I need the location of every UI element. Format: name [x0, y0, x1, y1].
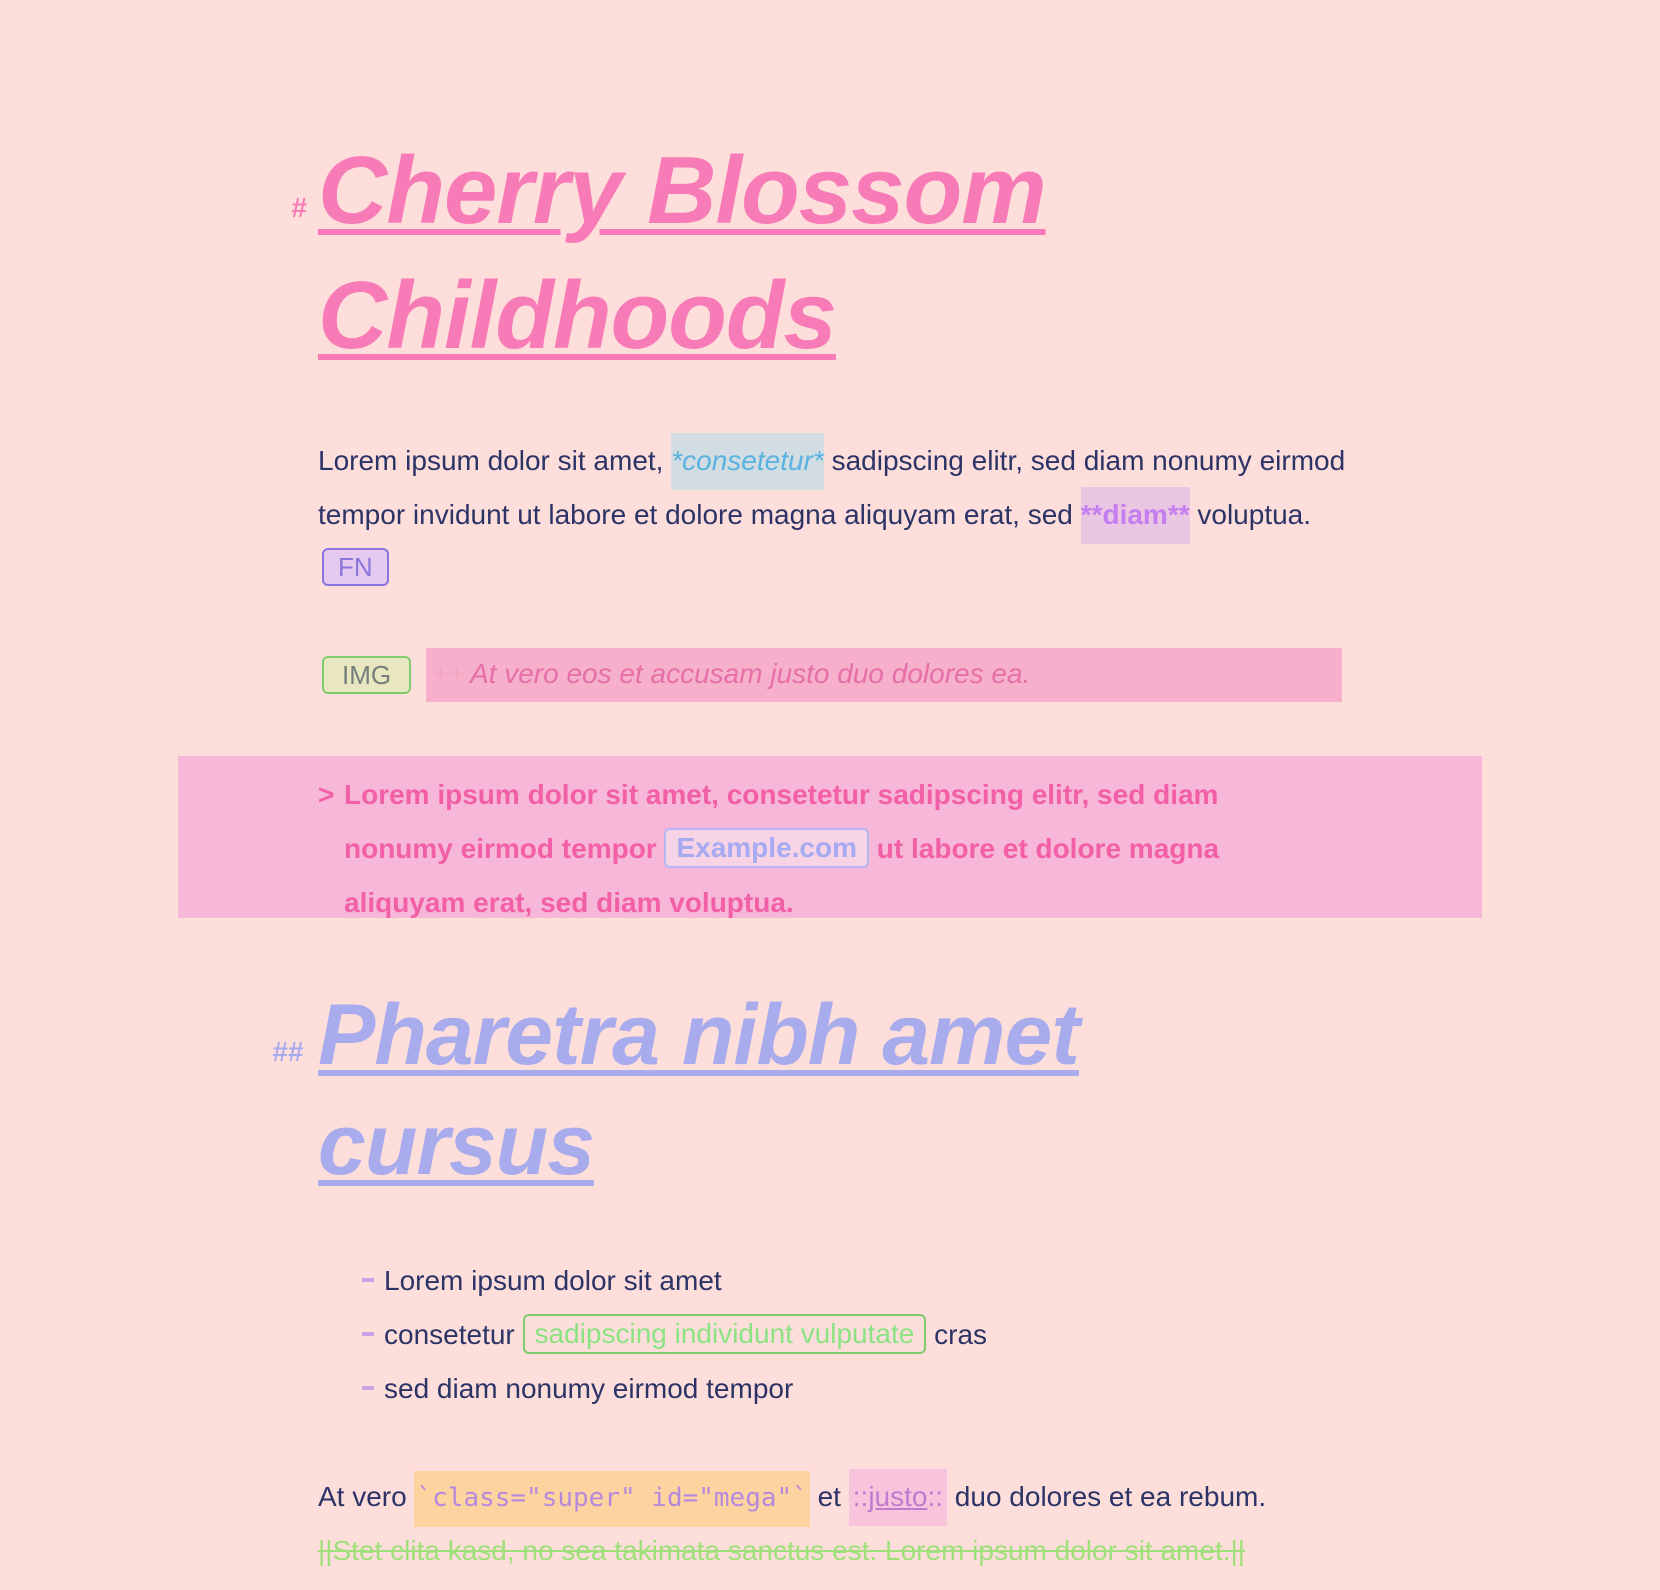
list-item[interactable] [362, 1362, 987, 1416]
blockquote-text-part: ut labore et dolore magna aliquyam erat, sed diam voluptua. [344, 833, 1220, 918]
heading1-marker: # [291, 192, 307, 223]
image-caption[interactable] [426, 648, 1342, 702]
heading2[interactable]: Pharetra nibh amet cursus [318, 987, 1079, 1193]
list-item-text: consetetur [384, 1319, 523, 1350]
caption-text: At vero eos et accusam justo duo dolores ea. [470, 658, 1031, 689]
blockquote-text-part: Lorem ipsum dolor sit amet, consetetur sadipscing elitr, sed diam nonumy eirmod tempor [344, 779, 1219, 864]
blockquote-marker: > [318, 779, 335, 810]
strong-text: **diam** [1081, 487, 1190, 544]
list-item-text: sed diam nonumy eirmod tempor [384, 1373, 794, 1404]
image-badge[interactable]: IMG [322, 656, 411, 694]
heading1[interactable]: Cherry Blossom Childhoods [318, 137, 1046, 369]
paragraph-text: voluptua. [1189, 499, 1312, 530]
highlight-text[interactable]: sadipscing individunt vulputate [523, 1314, 927, 1354]
paragraph-text: At vero [318, 1481, 415, 1512]
bullet-icon [362, 1332, 374, 1336]
caption-marker: ++ [432, 658, 465, 689]
link-example[interactable]: Example.com [664, 828, 869, 868]
wiki-link-text: justo [868, 1481, 928, 1512]
bullet-list [362, 1254, 987, 1416]
paragraph-text: duo dolores et ea rebum. [947, 1481, 1267, 1512]
list-item[interactable] [362, 1254, 987, 1308]
list-item[interactable] [362, 1308, 987, 1362]
wiki-link-close: :: [927, 1481, 944, 1512]
wiki-link[interactable] [849, 1469, 947, 1526]
paragraph-text: sadipscing elitr, sed diam nonumy eirmod tempor invidunt ut labore et dolore magna aliquyam erat, sed [318, 445, 1346, 530]
emphasis-text: *consetetur* [671, 433, 824, 490]
list-item-text: cras [926, 1319, 988, 1350]
bullet-icon [362, 1278, 374, 1282]
paragraph-closing[interactable] [318, 1470, 1348, 1525]
paragraph-text: Lorem ipsum dolor sit amet, [318, 445, 672, 476]
footnote-badge[interactable]: FN [322, 548, 389, 586]
blockquote[interactable] [178, 756, 1482, 918]
paragraph-text: et [809, 1481, 849, 1512]
list-item-text: Lorem ipsum dolor sit amet [384, 1265, 722, 1296]
image-row [318, 648, 1348, 702]
strikethrough-text[interactable]: ||Stet clita kasd, no sea takimata sanctus est. Lorem ipsum dolor sit amet.|| [318, 1535, 1246, 1566]
bullet-icon [362, 1386, 374, 1390]
paragraph-intro[interactable] [318, 434, 1348, 596]
inline-code: `class="super" id="mega"` [414, 1471, 809, 1527]
heading2-marker: ## [272, 1036, 304, 1067]
blockquote-text [344, 768, 1294, 930]
wiki-link-open: :: [852, 1481, 869, 1512]
